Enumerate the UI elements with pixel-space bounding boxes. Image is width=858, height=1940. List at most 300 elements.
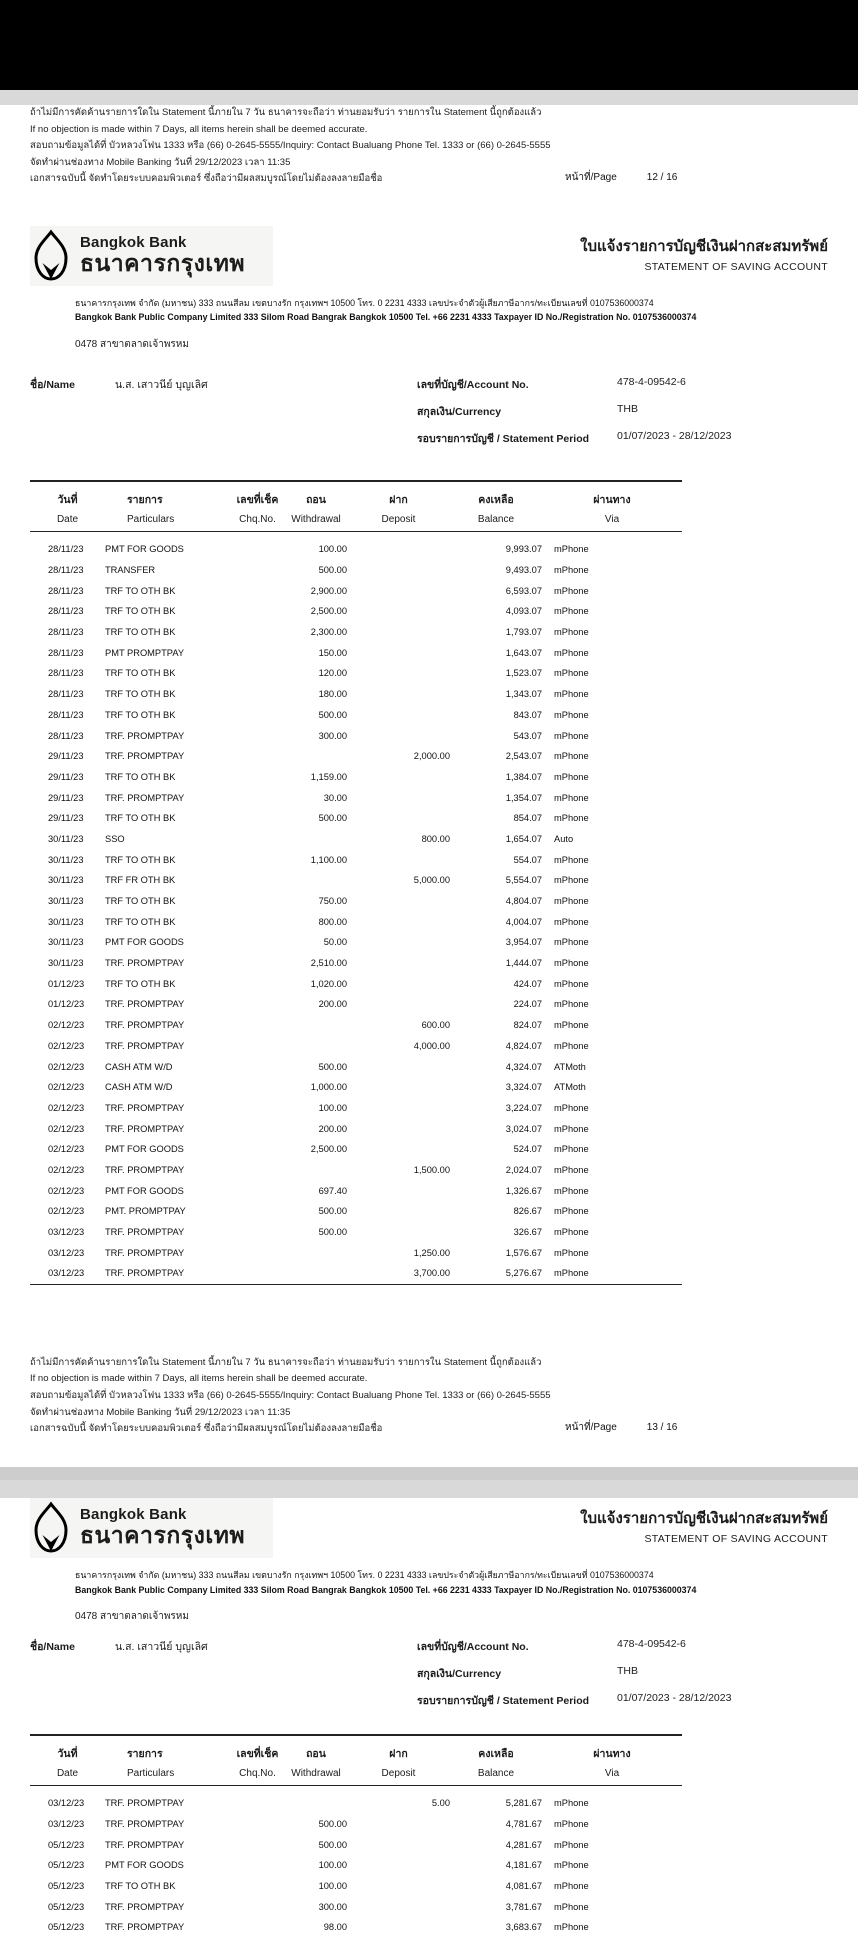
header-via-en: Via bbox=[604, 1768, 620, 1779]
statement-page-12 bbox=[0, 105, 858, 1467]
table-row bbox=[30, 642, 682, 663]
table-header-english bbox=[30, 508, 682, 532]
cell-withdrawal: 2,510.00 bbox=[310, 958, 347, 969]
table-row bbox=[30, 663, 682, 684]
cell-date: 05/12/23 bbox=[48, 1901, 85, 1912]
cell-particulars: TRF FR OTH BK bbox=[105, 875, 176, 886]
cell-date: 02/12/23 bbox=[48, 1040, 85, 1051]
cell-particulars: TRF TO OTH BK bbox=[105, 585, 176, 596]
statement-page-13 bbox=[0, 1498, 858, 1940]
cell-withdrawal: 500.00 bbox=[318, 1206, 347, 1217]
cell-date: 30/11/23 bbox=[48, 833, 84, 844]
table-row bbox=[30, 725, 682, 746]
cell-via: mPhone bbox=[554, 792, 589, 803]
header-withdrawal-th: ถอน bbox=[306, 493, 326, 506]
cell-via: mPhone bbox=[554, 896, 589, 906]
cell-deposit: 4,000.00 bbox=[413, 1040, 450, 1051]
cell-balance: 4,093.07 bbox=[505, 606, 542, 617]
cell-balance: 1,654.07 bbox=[505, 833, 542, 844]
table-row bbox=[30, 953, 682, 974]
cell-balance: 543.07 bbox=[513, 730, 542, 741]
header-deposit-en: Deposit bbox=[381, 1768, 416, 1779]
currency-value: THB bbox=[617, 402, 638, 415]
cell-via: mPhone bbox=[554, 1206, 589, 1217]
cell-date: 29/11/23 bbox=[48, 792, 84, 803]
header-particulars-en: Particulars bbox=[127, 513, 175, 525]
cell-via: mPhone bbox=[554, 1901, 589, 1912]
cell-via: Auto bbox=[554, 833, 574, 844]
cell-withdrawal: 100.00 bbox=[318, 544, 347, 555]
cell-particulars: TRF. PROMPTPAY bbox=[105, 1901, 185, 1912]
bank-name-en: Bangkok Bank bbox=[80, 233, 187, 251]
cell-via: mPhone bbox=[554, 544, 589, 555]
cell-date: 01/12/23 bbox=[48, 978, 85, 989]
table-row bbox=[30, 973, 682, 994]
disclaimer-inquiry-line: สอบถามข้อมูลได้ที่ บัวหลวงโฟน 1333 หรือ (66) 0-2645-5555/Inquiry: Contact Bualuang Phone Tel. 1333 or (66) 0-2645-5555 bbox=[30, 140, 551, 152]
table-row bbox=[30, 1098, 682, 1119]
cell-date: 05/12/23 bbox=[48, 1881, 85, 1892]
document-title-en: STATEMENT OF SAVING ACCOUNT bbox=[644, 260, 828, 273]
table-row bbox=[30, 1242, 682, 1263]
table-row bbox=[30, 704, 682, 725]
cell-withdrawal: 120.00 bbox=[318, 668, 347, 679]
cell-balance: 1,354.07 bbox=[505, 792, 542, 803]
cell-balance: 5,276.67 bbox=[505, 1268, 542, 1279]
cell-balance: 5,554.07 bbox=[505, 875, 542, 886]
cell-via: mPhone bbox=[554, 813, 589, 824]
header-withdrawal-en: Withdrawal bbox=[291, 513, 341, 525]
disclaimer-line-th: ถ้าไม่มีการคัดค้านรายการใดใน Statement นี้ภายใน 7 วัน ธนาคารจะถือว่า ท่านยอมรับว่า รายการใน Statement นี้ถูกต้องแล้ว bbox=[30, 1356, 542, 1368]
bank-name-th: ธนาคารกรุงเทพ bbox=[80, 249, 246, 276]
cell-withdrawal: 100.00 bbox=[318, 1860, 347, 1871]
cell-date: 30/11/23 bbox=[48, 854, 84, 865]
cell-particulars: TRF TO OTH BK bbox=[105, 813, 176, 824]
bank-header bbox=[30, 226, 828, 286]
cell-via: mPhone bbox=[554, 585, 589, 596]
cell-via: mPhone bbox=[554, 606, 589, 617]
page-separator bbox=[0, 1467, 858, 1480]
header-date-en: Date bbox=[56, 1768, 79, 1779]
cell-particulars: TRF TO OTH BK bbox=[105, 627, 176, 638]
table-row bbox=[30, 622, 682, 643]
cell-date: 28/11/23 bbox=[48, 730, 84, 741]
page-number-value: 12 / 16 bbox=[646, 172, 678, 184]
table-row bbox=[30, 808, 682, 829]
cell-balance: 4,281.67 bbox=[505, 1839, 542, 1850]
branch-name: 0478 สาขาตลาดเจ้าพรหม bbox=[75, 338, 189, 350]
cell-balance: 554.07 bbox=[513, 854, 542, 865]
header-via-en: Via bbox=[604, 513, 620, 525]
cell-particulars: PMT FOR GOODS bbox=[105, 1860, 184, 1871]
cell-date: 02/12/23 bbox=[48, 1102, 85, 1113]
cell-deposit: 600.00 bbox=[421, 1020, 450, 1031]
cell-withdrawal: 2,900.00 bbox=[310, 585, 347, 596]
account-no-label: เลขที่บัญชี/Account No. bbox=[417, 1641, 529, 1653]
cell-balance: 424.07 bbox=[513, 978, 542, 989]
cell-balance: 826.67 bbox=[513, 1206, 542, 1217]
cell-date: 03/12/23 bbox=[48, 1268, 85, 1279]
header-deposit-th: ฝาก bbox=[389, 1748, 408, 1760]
table-row bbox=[30, 1077, 682, 1098]
page-number-label: หน้าที่/Page bbox=[565, 172, 617, 184]
cell-balance: 3,024.07 bbox=[505, 1123, 542, 1134]
cell-date: 28/11/23 bbox=[48, 647, 84, 658]
table-row bbox=[30, 787, 682, 808]
cell-withdrawal: 500.00 bbox=[318, 565, 347, 575]
cell-via: ATMoth bbox=[554, 1082, 586, 1093]
cell-date: 03/12/23 bbox=[48, 1247, 85, 1258]
cell-particulars: PMT PROMPTPAY bbox=[105, 647, 185, 658]
cell-date: 02/12/23 bbox=[48, 1020, 85, 1031]
cell-date: 02/12/23 bbox=[48, 1185, 85, 1196]
document-title-en: STATEMENT OF SAVING ACCOUNT bbox=[644, 1533, 828, 1545]
cell-via: mPhone bbox=[554, 668, 589, 679]
cell-balance: 4,181.67 bbox=[505, 1860, 542, 1871]
cell-date: 02/12/23 bbox=[48, 1144, 85, 1155]
disclaimer-inquiry-line: สอบถามข้อมูลได้ที่ บัวหลวงโฟน 1333 หรือ (66) 0-2645-5555/Inquiry: Contact Bualuang Phone Tel. 1333 or (66) 0-2645-5555 bbox=[30, 1389, 551, 1401]
cell-withdrawal: 500.00 bbox=[318, 1061, 347, 1072]
statement-period-value: 01/07/2023 - 28/12/2023 bbox=[617, 1692, 732, 1704]
page-number bbox=[565, 170, 677, 187]
cell-via: mPhone bbox=[554, 1227, 589, 1237]
disclaimer-computer-line: เอกสารฉบับนี้ จัดทำโดยระบบคอมพิวเตอร์ ซึ่งถือว่ามีผลสมบูรณ์โดยไม่ต้องลงลายมือชื่อ bbox=[30, 1423, 383, 1435]
cell-balance: 824.07 bbox=[513, 1020, 542, 1031]
cell-particulars: TRF. PROMPTPAY bbox=[105, 1020, 185, 1031]
cell-withdrawal: 500.00 bbox=[318, 1819, 347, 1830]
viewer-top-bar bbox=[0, 0, 858, 90]
cell-via: mPhone bbox=[554, 689, 589, 700]
currency-label: สกุลเงิน/Currency bbox=[417, 405, 502, 418]
cell-withdrawal: 500.00 bbox=[318, 1227, 347, 1237]
cell-particulars: TRF TO OTH BK bbox=[105, 771, 176, 782]
header-chq-en: Chq.No. bbox=[239, 1768, 276, 1779]
cell-via: ATMoth bbox=[554, 1061, 586, 1072]
cell-via: mPhone bbox=[554, 1860, 589, 1871]
cell-via: mPhone bbox=[554, 1798, 589, 1809]
statement-period-label: รอบรายการบัญชี / Statement Period bbox=[417, 1695, 590, 1707]
table-row bbox=[30, 1118, 682, 1139]
cell-via: mPhone bbox=[554, 730, 589, 741]
cell-particulars: PMT FOR GOODS bbox=[105, 1144, 184, 1155]
bank-address bbox=[75, 296, 828, 325]
statement-period-value: 01/07/2023 - 28/12/2023 bbox=[617, 429, 732, 442]
disclaimer-channel-line: จัดทำผ่านช่องทาง Mobile Banking วันที่ 29/12/2023 เวลา 11:35 bbox=[30, 1406, 291, 1418]
cell-particulars: CASH ATM W/D bbox=[105, 1082, 173, 1093]
bank-address-th: ธนาคารกรุงเทพ จำกัด (มหาชน) 333 ถนนสีลม เขตบางรัก กรุงเทพฯ 10500 โทร. 0 2231 4333 เลขประจำตัวผู้เสียภาษีอากร/ทะเบียนเลขที่ 0107536000374 bbox=[75, 1570, 654, 1580]
account-name-label: ชื่อ/Name bbox=[30, 378, 75, 391]
cell-particulars: TRF TO OTH BK bbox=[105, 689, 176, 700]
cell-date: 02/12/23 bbox=[48, 1206, 85, 1217]
cell-via: mPhone bbox=[554, 1839, 589, 1850]
bank-name bbox=[80, 230, 245, 275]
cell-date: 02/12/23 bbox=[48, 1164, 85, 1175]
cell-particulars: TRF TO OTH BK bbox=[105, 606, 176, 617]
cell-particulars: TRF TO OTH BK bbox=[105, 1881, 176, 1892]
cell-via: mPhone bbox=[554, 627, 589, 638]
header-via-th: ผ่านทาง bbox=[593, 493, 631, 506]
cell-date: 29/11/23 bbox=[48, 813, 84, 824]
cell-balance: 3,781.67 bbox=[505, 1901, 542, 1912]
cell-withdrawal: 697.40 bbox=[318, 1185, 347, 1196]
cell-particulars: TRF. PROMPTPAY bbox=[105, 999, 185, 1010]
bank-address bbox=[75, 1568, 828, 1597]
account-info bbox=[0, 1638, 858, 1718]
cell-balance: 5,281.67 bbox=[505, 1798, 542, 1809]
cell-withdrawal: 800.00 bbox=[318, 916, 347, 927]
table-row bbox=[30, 580, 682, 601]
cell-withdrawal: 1,100.00 bbox=[310, 854, 347, 865]
cell-balance: 4,804.07 bbox=[505, 896, 542, 906]
cell-date: 28/11/23 bbox=[48, 585, 84, 596]
cell-balance: 2,543.07 bbox=[505, 751, 542, 762]
table-row bbox=[30, 891, 682, 912]
cell-via: mPhone bbox=[554, 565, 589, 575]
page-number bbox=[565, 1420, 677, 1437]
page-top-disclaimer bbox=[30, 105, 828, 188]
header-via-th: ผ่านทาง bbox=[593, 1748, 631, 1760]
account-no-label: เลขที่บัญชี/Account No. bbox=[417, 378, 529, 391]
cell-date: 05/12/23 bbox=[48, 1860, 85, 1871]
cell-balance: 1,793.07 bbox=[505, 627, 542, 638]
cell-particulars: PMT FOR GOODS bbox=[105, 544, 184, 555]
cell-balance: 3,224.07 bbox=[505, 1102, 542, 1113]
document-title-th: ใบแจ้งรายการบัญชีเงินฝากสะสมทรัพย์ bbox=[580, 237, 828, 255]
cell-deposit: 2,000.00 bbox=[413, 751, 450, 762]
cell-date: 03/12/23 bbox=[48, 1227, 85, 1237]
cell-via: mPhone bbox=[554, 1123, 589, 1134]
cell-particulars: TRF. PROMPTPAY bbox=[105, 1040, 185, 1051]
table-row bbox=[30, 746, 682, 767]
cell-date: 01/12/23 bbox=[48, 999, 85, 1010]
account-name-value: น.ส. เสาวนีย์ บุญเลิศ bbox=[115, 378, 208, 391]
transactions-table bbox=[30, 480, 682, 1285]
cell-withdrawal: 200.00 bbox=[318, 1123, 347, 1134]
cell-date: 30/11/23 bbox=[48, 875, 84, 886]
cell-deposit: 3,700.00 bbox=[413, 1268, 450, 1279]
cell-particulars: TRF. PROMPTPAY bbox=[105, 1164, 185, 1175]
header-particulars-en: Particulars bbox=[127, 1768, 175, 1779]
cell-particulars: TRF TO OTH BK bbox=[105, 916, 176, 927]
header-balance-en: Balance bbox=[477, 513, 515, 525]
cell-particulars: TRF. PROMPTPAY bbox=[105, 751, 185, 762]
page-bottom-disclaimer bbox=[30, 1355, 828, 1438]
cell-via: mPhone bbox=[554, 937, 589, 948]
cell-balance: 1,326.67 bbox=[505, 1185, 542, 1196]
cell-via: mPhone bbox=[554, 999, 589, 1010]
bank-logo bbox=[30, 226, 273, 286]
header-date-en: Date bbox=[56, 513, 79, 525]
cell-date: 28/11/23 bbox=[48, 689, 84, 700]
cell-particulars: TRF. PROMPTPAY bbox=[105, 1798, 185, 1809]
cell-date: 02/12/23 bbox=[48, 1082, 85, 1093]
cell-particulars: TRF. PROMPTPAY bbox=[105, 1123, 185, 1134]
cell-particulars: TRF. PROMPTPAY bbox=[105, 730, 185, 741]
cell-withdrawal: 500.00 bbox=[318, 1839, 347, 1850]
table-row bbox=[30, 849, 682, 870]
cell-via: mPhone bbox=[554, 1881, 589, 1892]
cell-deposit: 1,500.00 bbox=[413, 1164, 450, 1175]
cell-particulars: TRF. PROMPTPAY bbox=[105, 1247, 185, 1258]
cell-balance: 524.07 bbox=[513, 1144, 542, 1155]
cell-date: 28/11/23 bbox=[48, 709, 84, 720]
header-particulars-th: รายการ bbox=[127, 493, 163, 506]
cell-date: 28/11/23 bbox=[48, 544, 84, 555]
document-title bbox=[580, 234, 828, 273]
table-header-english bbox=[30, 1762, 682, 1786]
table-row bbox=[30, 1015, 682, 1036]
cell-particulars: TRF. PROMPTPAY bbox=[105, 1102, 185, 1113]
cell-deposit: 800.00 bbox=[421, 833, 450, 844]
cell-particulars: TRF TO OTH BK bbox=[105, 854, 176, 865]
cell-balance: 9,493.07 bbox=[505, 565, 542, 575]
table-row bbox=[30, 870, 682, 891]
table-row bbox=[30, 1793, 682, 1814]
bank-logo bbox=[30, 1498, 273, 1558]
cell-balance: 3,683.67 bbox=[505, 1922, 542, 1933]
table-row bbox=[30, 1834, 682, 1855]
cell-particulars: PMT. PROMPTPAY bbox=[105, 1206, 186, 1217]
cell-particulars: TRF. PROMPTPAY bbox=[105, 958, 185, 969]
disclaimer-line-th: ถ้าไม่มีการคัดค้านรายการใดใน Statement นี้ภายใน 7 วัน ธนาคารจะถือว่า ท่านยอมรับว่า รายการใน Statement นี้ถูกต้องแล้ว bbox=[30, 107, 542, 118]
cell-date: 02/12/23 bbox=[48, 1061, 85, 1072]
cell-via: mPhone bbox=[554, 1040, 589, 1051]
cell-particulars: TRF. PROMPTPAY bbox=[105, 1227, 185, 1237]
cell-balance: 1,384.07 bbox=[505, 771, 542, 782]
table-row bbox=[30, 1222, 682, 1243]
account-name-value: น.ส. เสาวนีย์ บุญเลิศ bbox=[115, 1641, 208, 1653]
table-row bbox=[30, 1160, 682, 1181]
cell-particulars: TRF TO OTH BK bbox=[105, 668, 176, 679]
table-row bbox=[30, 1855, 682, 1876]
table-row bbox=[30, 911, 682, 932]
cell-particulars: TRF TO OTH BK bbox=[105, 896, 176, 906]
cell-balance: 2,024.07 bbox=[505, 1164, 542, 1175]
bank-address-en: Bangkok Bank Public Company Limited 333 Silom Road Bangrak Bangkok 10500 Tel. +66 2231 4333 Taxpayer ID No./Registration No. 0107536000374 bbox=[75, 312, 697, 323]
cell-via: mPhone bbox=[554, 1164, 589, 1175]
cell-via: mPhone bbox=[554, 875, 589, 886]
cell-date: 28/11/23 bbox=[48, 627, 84, 638]
cell-date: 03/12/23 bbox=[48, 1798, 85, 1809]
currency-label: สกุลเงิน/Currency bbox=[417, 1668, 502, 1680]
disclaimer-computer-line: เอกสารฉบับนี้ จัดทำโดยระบบคอมพิวเตอร์ ซึ่งถือว่ามีผลสมบูรณ์โดยไม่ต้องลงลายมือชื่อ bbox=[30, 173, 383, 185]
cell-balance: 224.07 bbox=[513, 999, 542, 1010]
cell-withdrawal: 1,159.00 bbox=[310, 771, 347, 782]
cell-withdrawal: 300.00 bbox=[318, 730, 347, 741]
table-header-thai bbox=[30, 1736, 682, 1762]
header-chq-en: Chq.No. bbox=[239, 513, 276, 525]
cell-withdrawal: 100.00 bbox=[318, 1881, 347, 1892]
cell-via: mPhone bbox=[554, 1247, 589, 1258]
cell-withdrawal: 98.00 bbox=[323, 1922, 347, 1933]
cell-via: mPhone bbox=[554, 916, 589, 927]
bualuang-lotus-icon bbox=[32, 1502, 70, 1554]
cell-balance: 854.07 bbox=[513, 813, 542, 824]
cell-date: 30/11/23 bbox=[48, 958, 84, 969]
header-date-th: วันที่ bbox=[57, 493, 78, 506]
cell-withdrawal: 750.00 bbox=[318, 896, 347, 906]
cell-via: mPhone bbox=[554, 1819, 589, 1830]
table-row bbox=[30, 1201, 682, 1222]
cell-date: 30/11/23 bbox=[48, 937, 84, 948]
cell-withdrawal: 100.00 bbox=[318, 1102, 347, 1113]
cell-particulars: TRF. PROMPTPAY bbox=[105, 1819, 185, 1830]
cell-particulars: TRF. PROMPTPAY bbox=[105, 1839, 185, 1850]
cell-date: 28/11/23 bbox=[48, 668, 84, 679]
table-row bbox=[30, 1876, 682, 1897]
page-number-value: 13 / 16 bbox=[646, 1422, 678, 1434]
cell-particulars: CASH ATM W/D bbox=[105, 1061, 173, 1072]
bank-address-th: ธนาคารกรุงเทพ จำกัด (มหาชน) 333 ถนนสีลม เขตบางรัก กรุงเทพฯ 10500 โทร. 0 2231 4333 เลขประจำตัวผู้เสียภาษีอากร/ทะเบียนเลขที่ 0107536000374 bbox=[75, 297, 654, 308]
table-row bbox=[30, 560, 682, 581]
header-withdrawal-th: ถอน bbox=[306, 1748, 326, 1760]
cell-withdrawal: 500.00 bbox=[318, 813, 347, 824]
cell-particulars: TRANSFER bbox=[105, 565, 156, 575]
cell-date: 28/11/23 bbox=[48, 606, 84, 617]
cell-date: 29/11/23 bbox=[48, 751, 84, 762]
cell-balance: 3,954.07 bbox=[505, 937, 542, 948]
table-row bbox=[30, 1035, 682, 1056]
cell-particulars: TRF. PROMPTPAY bbox=[105, 1922, 185, 1933]
cell-balance: 4,781.67 bbox=[505, 1819, 542, 1830]
cell-via: mPhone bbox=[554, 647, 589, 658]
cell-balance: 1,643.07 bbox=[505, 647, 542, 658]
cell-balance: 9,993.07 bbox=[505, 544, 542, 555]
account-no-value: 478-4-09542-6 bbox=[617, 375, 686, 388]
header-particulars-th: รายการ bbox=[127, 1748, 163, 1760]
header-withdrawal-en: Withdrawal bbox=[291, 1768, 341, 1779]
cell-balance: 326.67 bbox=[513, 1227, 542, 1237]
cell-balance: 6,593.07 bbox=[505, 585, 542, 596]
cell-particulars: TRF TO OTH BK bbox=[105, 709, 176, 720]
cell-via: mPhone bbox=[554, 958, 589, 969]
document-title-th: ใบแจ้งรายการบัญชีเงินฝากสะสมทรัพย์ bbox=[580, 1510, 828, 1527]
table-header-thai bbox=[30, 482, 682, 508]
cell-date: 30/11/23 bbox=[48, 896, 84, 906]
disclaimer-line-en: If no objection is made within 7 Days, all items herein shall be deemed accurate. bbox=[30, 123, 368, 135]
bank-address-en: Bangkok Bank Public Company Limited 333 Silom Road Bangrak Bangkok 10500 Tel. +66 2231 4333 Taxpayer ID No./Registration No. 0107536000374 bbox=[75, 1584, 697, 1595]
table-row bbox=[30, 1263, 682, 1284]
table-row bbox=[30, 1180, 682, 1201]
cell-via: mPhone bbox=[554, 1185, 589, 1196]
transactions-table bbox=[30, 1734, 682, 1938]
table-row bbox=[30, 539, 682, 560]
cell-via: mPhone bbox=[554, 1268, 589, 1279]
cell-particulars: SSO bbox=[105, 833, 125, 844]
cell-via: mPhone bbox=[554, 978, 589, 989]
table-row bbox=[30, 601, 682, 622]
transaction-rows bbox=[30, 1786, 682, 1938]
account-no-value: 478-4-09542-6 bbox=[617, 1638, 686, 1650]
bank-name-en: Bangkok Bank bbox=[80, 1506, 187, 1523]
account-info bbox=[0, 376, 858, 464]
cell-balance: 3,324.07 bbox=[505, 1082, 542, 1093]
header-chq-th: เลขที่เช็ค bbox=[236, 493, 279, 506]
cell-date: 30/11/23 bbox=[48, 916, 84, 927]
table-row bbox=[30, 1917, 682, 1938]
cell-via: mPhone bbox=[554, 771, 589, 782]
cell-withdrawal: 30.00 bbox=[323, 792, 347, 803]
cell-withdrawal: 2,500.00 bbox=[310, 606, 347, 617]
cell-balance: 4,824.07 bbox=[505, 1040, 542, 1051]
currency-value: THB bbox=[617, 1665, 638, 1677]
header-balance-th: คงเหลือ bbox=[478, 493, 514, 506]
cell-withdrawal: 2,500.00 bbox=[310, 1144, 347, 1155]
cell-via: mPhone bbox=[554, 1922, 589, 1933]
table-row bbox=[30, 1814, 682, 1835]
branch-name: 0478 สาขาตลาดเจ้าพรหม bbox=[75, 1611, 189, 1622]
cell-balance: 1,444.07 bbox=[505, 958, 542, 969]
table-row bbox=[30, 684, 682, 705]
